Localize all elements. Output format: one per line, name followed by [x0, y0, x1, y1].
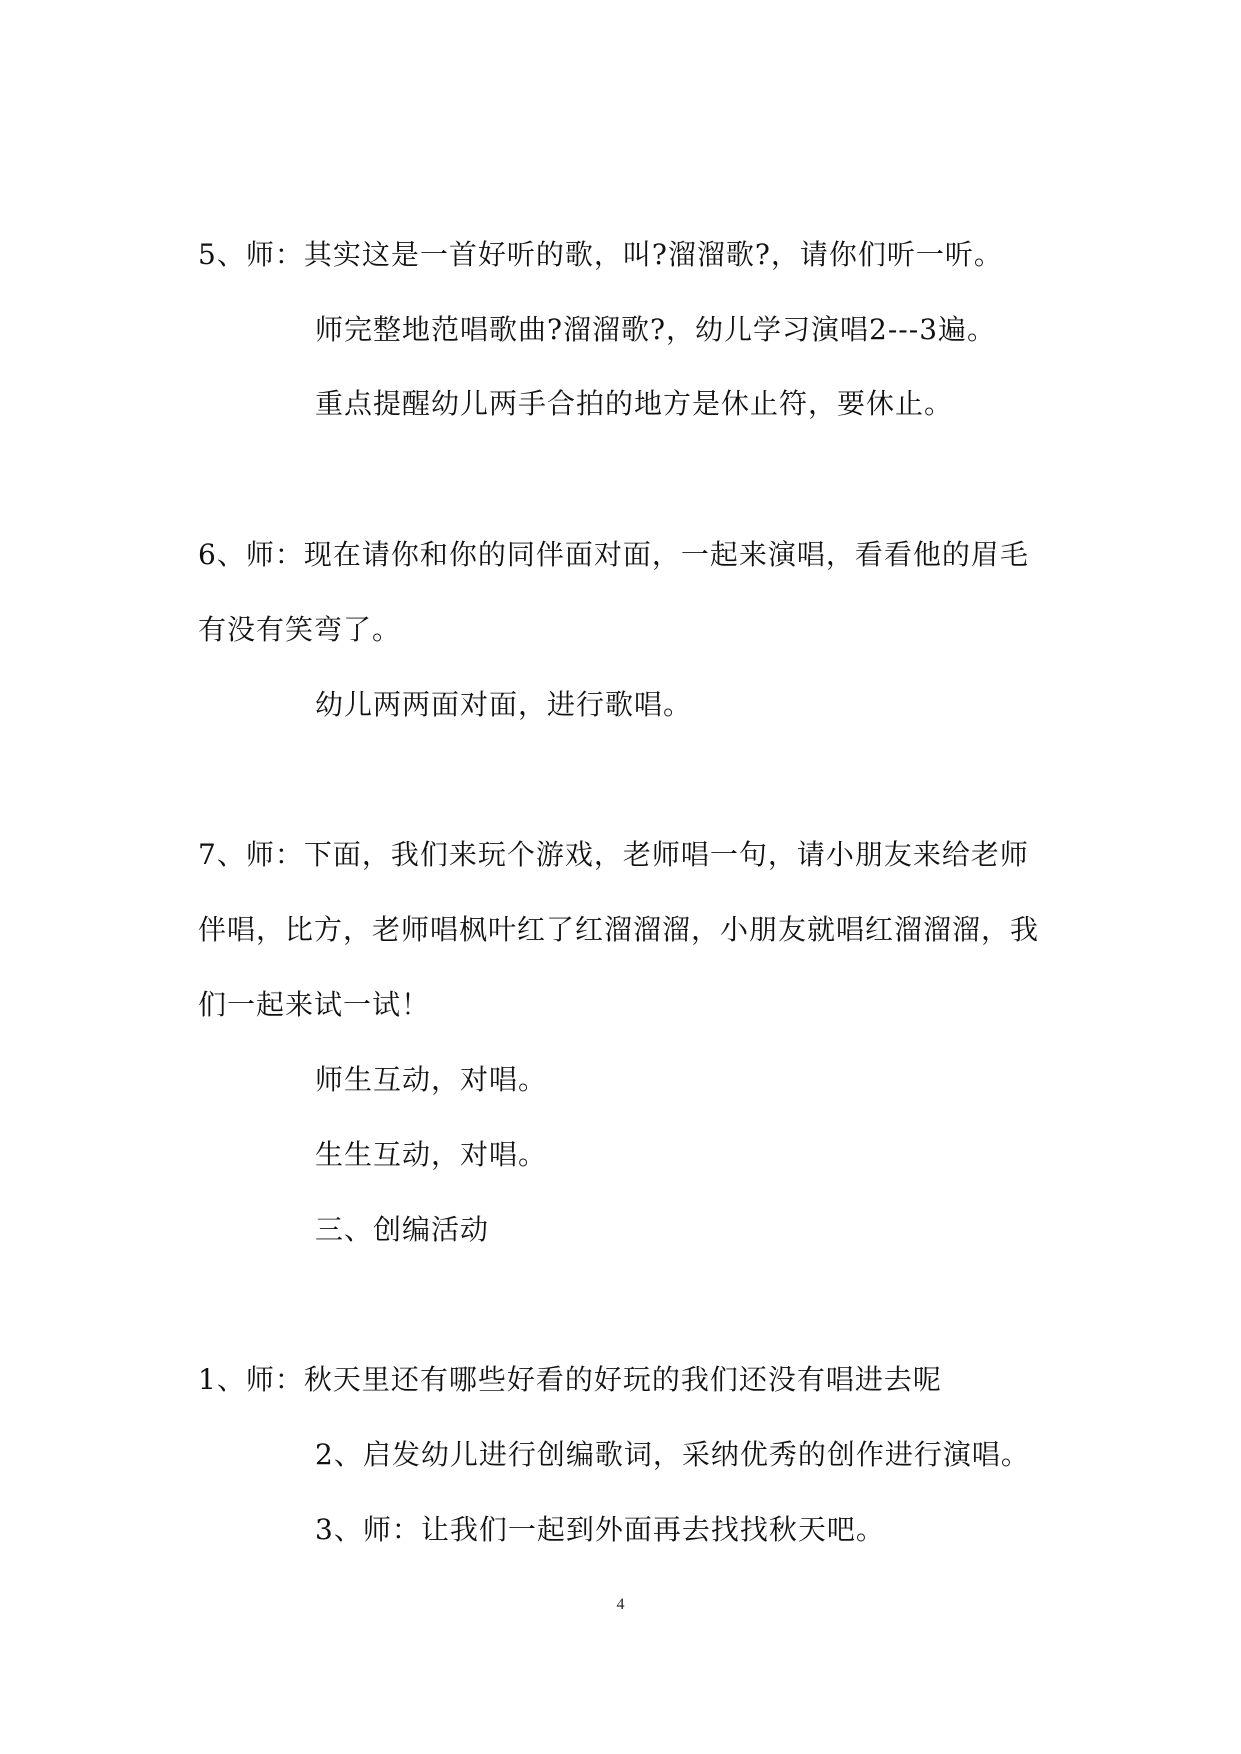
- paragraph-rest-reminder: 重点提醒幼儿两手合拍的地方是休止符，要休止。: [315, 387, 954, 420]
- paragraph-teacher-student: 师生互动，对唱。: [315, 1063, 548, 1096]
- paragraph-creative-step-1: 1、师：秋天里还有哪些好看的好玩的我们还没有唱进去呢: [198, 1363, 942, 1396]
- paragraph-step-7-continued-2: 们一起来试一试！: [198, 988, 431, 1021]
- paragraph-demo-sing: 师完整地范唱歌曲?溜溜歌?，幼儿学习演唱2---3遍。: [315, 313, 997, 346]
- paragraph-step-6: 6、师：现在请你和你的同伴面对面，一起来演唱，看看他的眉毛: [198, 538, 1029, 571]
- paragraph-step-7: 7、师：下面，我们来玩个游戏，老师唱一句，请小朋友来给老师: [198, 838, 1029, 871]
- paragraph-pair-singing: 幼儿两两面对面，进行歌唱。: [315, 688, 693, 721]
- section-heading-creative: 三、创编活动: [315, 1213, 490, 1246]
- paragraph-step-7-continued-1: 伴唱，比方，老师唱枫叶红了红溜溜溜，小朋友就唱红溜溜溜，我: [198, 913, 1040, 946]
- paragraph-creative-step-3: 3、师：让我们一起到外面再去找找秋天吧。: [315, 1513, 885, 1546]
- page-number: 4: [616, 1596, 625, 1613]
- paragraph-step-6-continued: 有没有笑弯了。: [198, 613, 402, 646]
- paragraph-student-student: 生生互动，对唱。: [315, 1138, 548, 1171]
- paragraph-creative-step-2: 2、启发幼儿进行创编歌词，采纳优秀的创作进行演唱。: [315, 1438, 1030, 1471]
- paragraph-step-5: 5、师：其实这是一首好听的歌，叫?溜溜歌?，请你们听一听。: [198, 238, 1003, 271]
